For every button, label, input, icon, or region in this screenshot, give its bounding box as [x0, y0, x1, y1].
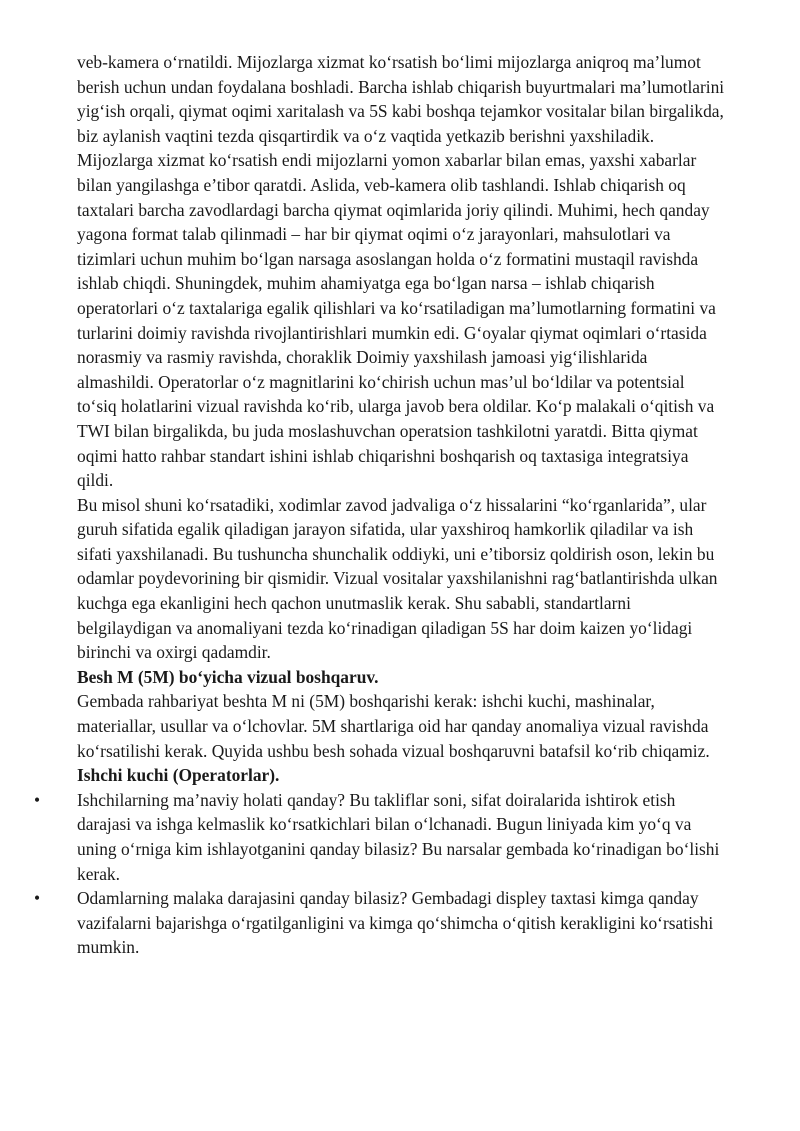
subsection-heading: Ishchi kuchi (Operatorlar).	[77, 765, 280, 786]
body-paragraph: Gembada rahbariyat beshta M ni (5M) boshqarishi kerak: ishchi kuchi, mashinalar, materiallar, usullar va o‘lchovlar. 5M shartlariga oid har qanday anomaliya vizual ravishda ko‘rsatilishi kerak. Quyida ushbu besh sohada vizual boshqaruvni batafsil ko‘rib chiqamiz.	[77, 691, 710, 761]
body-paragraph: Bu misol shuni ko‘rsatadiki, xodimlar zavod jadvaliga o‘z hissalarini “ko‘rganlarida”, ular guruh sifatida egalik qiladigan jarayon sifatida, ular yaxshiroq hamkorlik qiladilar va ish sifati yaxshilanadi. Bu tushuncha shunchalik oddiyki, uni e’tiborsiz qoldirish oson, lekin bu odamlar poydevorining bir qismidir. Vizual vositalar yaxshilanishni rag‘batlantirishda ulkan kuchga ega ekanligini hech qachon unutmaslik kerak. Shu sababli, standartlarni belgilaydigan va anomaliyani tezda ko‘rinadigan qiladigan 5S har doim kaizen yo‘lidagi birinchi va oxirgi qadamdir.	[77, 494, 718, 663]
body-paragraph: veb-kamera o‘rnatildi. Mijozlarga xizmat ko‘rsatish bo‘limi mijozlarga aniqroq ma’lumot berish uchun undan foydalana boshladi. Barcha ishlab chiqarish buyurtmalari ma’lumotlarini yig‘ish orqali, qiymat oqimi xaritalash va 5S kabi boshqa tejamkor vositalar bilan birgalikda, biz aylanish vaqtini tezda qisqartirdik va o‘z vaqtida yetkazib berishni yaxshiladik. Mijozlarga xizmat ko‘rsatish endi mijozlarni yomon xabarlar bilan emas, yaxshi xabarlar bilan yangilashga e’tibor qaratdi. Aslida, veb-kamera olib tashlandi. Ishlab chiqarish oq taxtalari barcha zavodlardagi barcha qiymat oqimlarida joriy qilindi. Muhimi, hech qanday yagona format talab qilinmadi – har bir qiymat oqimi o‘z jarayonlari, mahsulotlari va tizimlari uchun muhim bo‘lgan narsaga asoslangan holda o‘z formatini mustaqil ravishda ishlab chiqdi. Shuningdek, muhim ahamiyatga ega bo‘lgan narsa – ishlab chiqarish operatorlari o‘z taxtalariga egalik qilishlari va ko‘rsatiladigan ma’lumotlarning formatini va turlarini doimiy ravishda rivojlantirishlari mumkin edi. G‘oyalar qiymat oqimlari o‘rtasida norasmiy va rasmiy ravishda, choraklik Doimiy yaxshilash jamoasi yig‘ilishlarida almashildi. Operatorlar o‘z magnitlarini ko‘chirish uchun mas’ul bo‘ldilar va potentsial to‘siq holatlarini vizual ravishda ko‘rib, ularga javob bera oldilar. Ko‘p malakali o‘qitish va TWI bilan birgalikda, bu juda moslashuvchan operatsion tashkilotni yaratdi. Bitta qiymat oqimi hatto rahbar standart ishini ishlab chiqarishni boshqarish oq taxtasiga integratsiya qildi.	[77, 52, 725, 491]
list-item	[33, 788, 727, 886]
bullet-icon: •	[33, 888, 41, 909]
list-item-text: Ishchilarning ma’naviy holati qanday? Bu takliflar soni, sifat doiralarida ishtirok etish darajasi va ishga kelmaslik ko‘rsatkichlari bilan o‘lchanadi. Bugun liniyada kim yo‘q va uning o‘rniga kim ishlayotganini qanday bilasiz? Bu narsalar gembada ko‘rinadigan bo‘lishi kerak.	[77, 789, 720, 884]
list-item-text: Odamlarning malaka darajasini qanday bilasiz? Gembadagi displey taxtasi kimga qanday vazifalarni bajarishga o‘rgatilganligini va kimga qo‘shimcha o‘qitish kerakligini ko‘rsatishi mumkin.	[77, 888, 714, 958]
bullet-list	[33, 788, 727, 960]
section-heading: Besh M (5M) bo‘yicha vizual boshqaruv.	[77, 666, 379, 687]
bullet-icon: •	[33, 789, 41, 810]
document-page	[33, 50, 727, 960]
list-item	[33, 886, 727, 960]
